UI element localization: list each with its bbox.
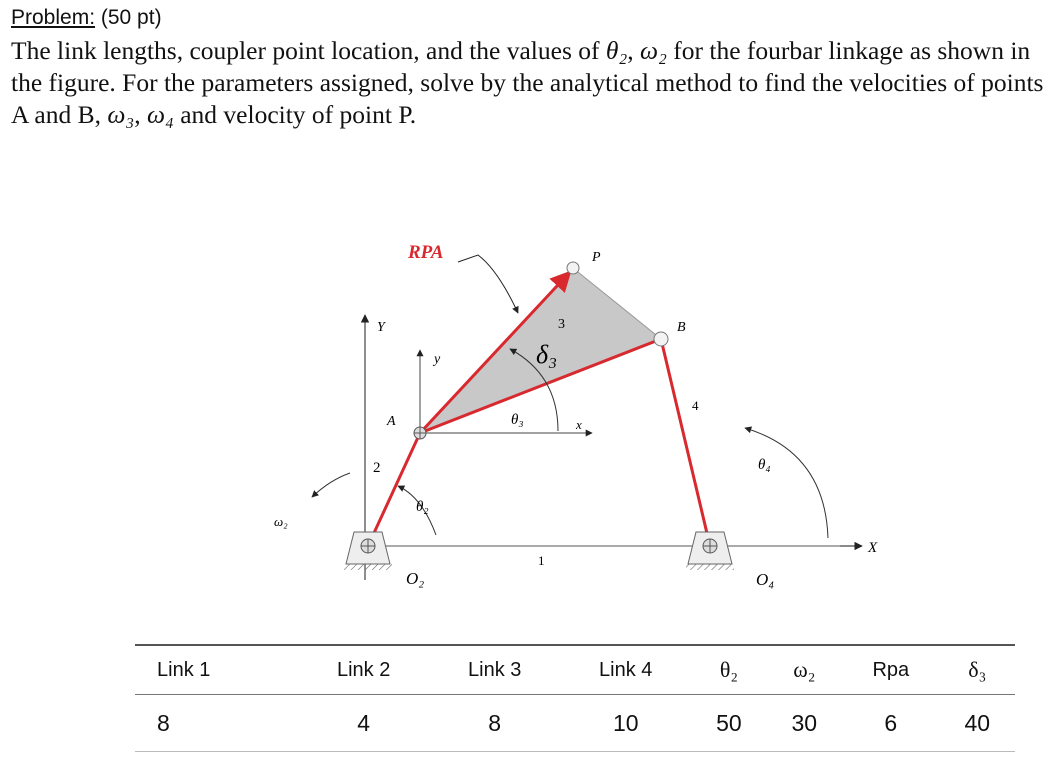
- joint-b: [654, 332, 668, 346]
- omega2-symbol: ω₂: [640, 36, 667, 65]
- value-link2: 4: [298, 695, 429, 752]
- link-3-label: 3: [558, 317, 565, 332]
- statement-part1: The link lengths, coupler point location, and the values of: [11, 36, 606, 65]
- header-link1: Link 1: [135, 645, 298, 695]
- header-link3: Link 3: [429, 645, 560, 695]
- problem-label: Problem:: [11, 6, 96, 29]
- table-row: [135, 695, 1015, 752]
- x-axis-label: X: [868, 540, 878, 556]
- point-p-label: P: [592, 250, 601, 265]
- o4-label: O₄: [756, 570, 775, 589]
- value-omega2: 30: [767, 695, 842, 752]
- link-4: [661, 339, 710, 546]
- y-axis-label: Y: [377, 320, 385, 335]
- header-omega2: ω₂: [767, 645, 842, 695]
- omega4-symbol: ω₄: [146, 100, 174, 129]
- local-y-label: y: [434, 352, 441, 367]
- value-delta3: 40: [940, 695, 1015, 752]
- problem-statement: [11, 35, 1046, 131]
- statement-separator: ,: [627, 36, 641, 65]
- point-a-label: A: [387, 414, 396, 429]
- header-delta3: δ₃: [940, 645, 1015, 695]
- link-2: [368, 433, 420, 546]
- link-4-label: 4: [692, 398, 699, 413]
- problem-heading: [11, 6, 162, 30]
- theta2-label: θ₂: [416, 499, 429, 515]
- header-link2: Link 2: [298, 645, 429, 695]
- joint-a: [414, 427, 426, 439]
- rpa-leader-arrow: [458, 255, 518, 313]
- header-theta2: θ₂: [691, 645, 766, 695]
- value-link1: 8: [135, 695, 298, 752]
- statement-part3: and velocity of point P.: [173, 100, 417, 129]
- fourbar-linkage-figure: [240, 235, 880, 595]
- link-1-label: 1: [538, 553, 545, 568]
- statement-part2: for the fourbar linkage as shown in the figure. For the parameters assigned, solve by the analytical method to find the velocities of points A and B,: [11, 36, 1044, 129]
- theta3-label: θ₃: [511, 412, 524, 428]
- value-link3: 8: [429, 695, 560, 752]
- table-header-row: [135, 645, 1015, 695]
- header-rpa: Rpa: [842, 645, 940, 695]
- ground-pivot-o2: [344, 532, 392, 570]
- theta4-arc: [745, 428, 828, 538]
- header-link4: Link 4: [560, 645, 691, 695]
- omega2-arc: [312, 473, 350, 497]
- rpa-label: RPA: [408, 242, 444, 263]
- omega3-symbol: ω₃: [107, 100, 135, 129]
- o2-label: O₂: [406, 569, 425, 588]
- statement-separator: ,: [134, 100, 147, 129]
- value-link4: 10: [560, 695, 691, 752]
- theta2-symbol: θ₂: [605, 36, 628, 65]
- coupler-point-p: [567, 262, 579, 274]
- point-b-label: B: [677, 320, 686, 335]
- theta4-label: θ₄: [758, 457, 771, 473]
- omega2-label: ω₂: [274, 514, 288, 529]
- link-2-label: 2: [373, 460, 381, 476]
- parameter-table: [135, 644, 1015, 752]
- problem-points: (50 pt): [100, 6, 162, 29]
- value-theta2: 50: [691, 695, 766, 752]
- local-x-label: x: [576, 417, 582, 432]
- ground-pivot-o4: [686, 532, 734, 570]
- value-rpa: 6: [842, 695, 940, 752]
- delta3-label: δ₃: [536, 340, 558, 369]
